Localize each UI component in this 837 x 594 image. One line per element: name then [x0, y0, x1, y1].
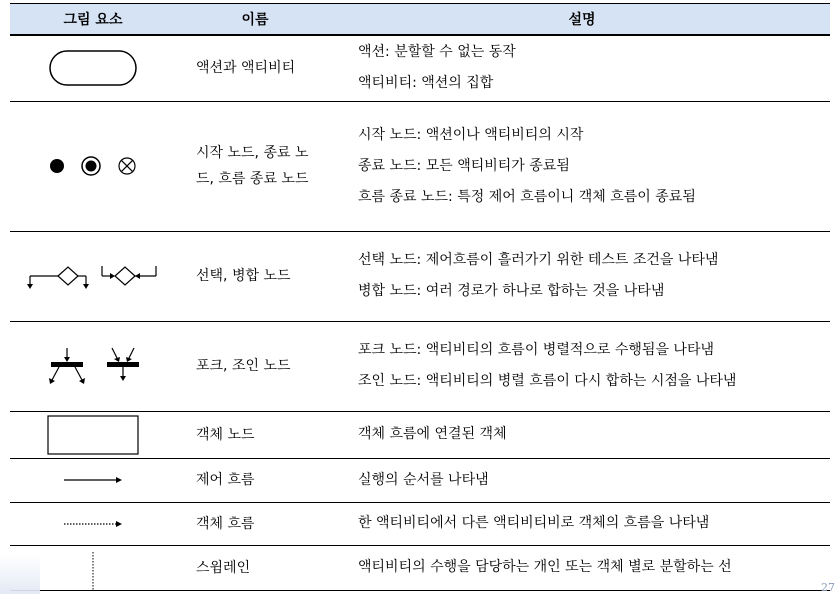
description-cell: 실행의 순서를 나타냄	[334, 458, 830, 502]
symbol-cell	[10, 35, 176, 101]
corner-shading	[0, 554, 40, 594]
description-cell: 시작 노드: 액션이나 액티비티의 시작 종료 노드: 모든 액티비티가 종료됨 흐름 종료 노드: 특정 제어 흐름이니 객체 흐름이 종료됨	[334, 101, 830, 231]
name-cell: 제어 흐름	[176, 458, 334, 502]
symbol-cell	[10, 101, 176, 231]
name-cell: 객체 흐름	[176, 502, 334, 545]
page-number: 27	[821, 581, 835, 594]
table-row	[10, 502, 830, 545]
table-row	[10, 321, 830, 411]
decision-merge-nodes-icon	[18, 256, 168, 296]
header-name: 이름	[176, 4, 334, 36]
description-cell: 액티비티의 수행을 담당하는 개인 또는 객체 별로 분할하는 선	[334, 545, 830, 590]
fork-join-nodes-icon	[33, 344, 153, 388]
activity-diagram-elements-table	[10, 3, 830, 591]
dotted-arrow-icon	[58, 518, 128, 530]
table-row	[10, 458, 830, 502]
fork-node-icon	[49, 348, 85, 384]
name-cell: 시작 노드, 종료 노 드, 흐름 종료 노드	[176, 101, 334, 231]
symbol-cell	[10, 502, 176, 545]
description-cell: 객체 흐름에 연결된 객체	[334, 411, 830, 458]
object-node-rectangle-icon	[43, 413, 143, 457]
description-cell: 선택 노드: 제어흐름이 흘러가기 위한 테스트 조건을 나타냄 병합 노드: 여러 경로가 하나로 합하는 것을 나타냄	[334, 231, 830, 321]
solid-arrow-icon	[58, 474, 128, 486]
name-cell: 객체 노드	[176, 411, 334, 458]
header-element: 그림 요소	[10, 4, 176, 36]
decision-node-icon	[27, 267, 89, 289]
description-cell: 한 액티비티에서 다른 액티비티비로 객체의 흐름을 나타냄	[334, 502, 830, 545]
table-row	[10, 101, 830, 231]
table-row	[10, 411, 830, 458]
table-row	[10, 545, 830, 590]
symbol-cell	[10, 231, 176, 321]
table-row	[10, 231, 830, 321]
header-row	[10, 4, 830, 36]
name-cell: 선택, 병합 노드	[176, 231, 334, 321]
name-cell: 포크, 조인 노드	[176, 321, 334, 411]
symbol-cell	[10, 411, 176, 458]
symbol-cell	[10, 458, 176, 502]
join-node-icon	[107, 348, 139, 381]
description-cell: 포크 노드: 액티비티의 흐름이 병렬적으로 수행됨을 나타냄 조인 노드: 액티비티의 병렬 흐름이 다시 합하는 시점을 나타냄	[334, 321, 830, 411]
name-cell: 액션과 액티비티	[176, 35, 334, 101]
name-cell: 스윔레인	[176, 545, 334, 590]
header-description: 설명	[334, 4, 830, 36]
swimlane-line-icon	[83, 546, 103, 590]
table-row	[10, 35, 830, 101]
merge-node-icon	[102, 266, 156, 285]
start-end-nodes-icon	[33, 151, 153, 181]
rounded-rectangle-icon	[43, 46, 143, 90]
symbol-cell	[10, 321, 176, 411]
description-cell: 액션: 분할할 수 없는 동작 액티비티: 액션의 집합	[334, 35, 830, 101]
start-node-icon	[50, 159, 64, 173]
